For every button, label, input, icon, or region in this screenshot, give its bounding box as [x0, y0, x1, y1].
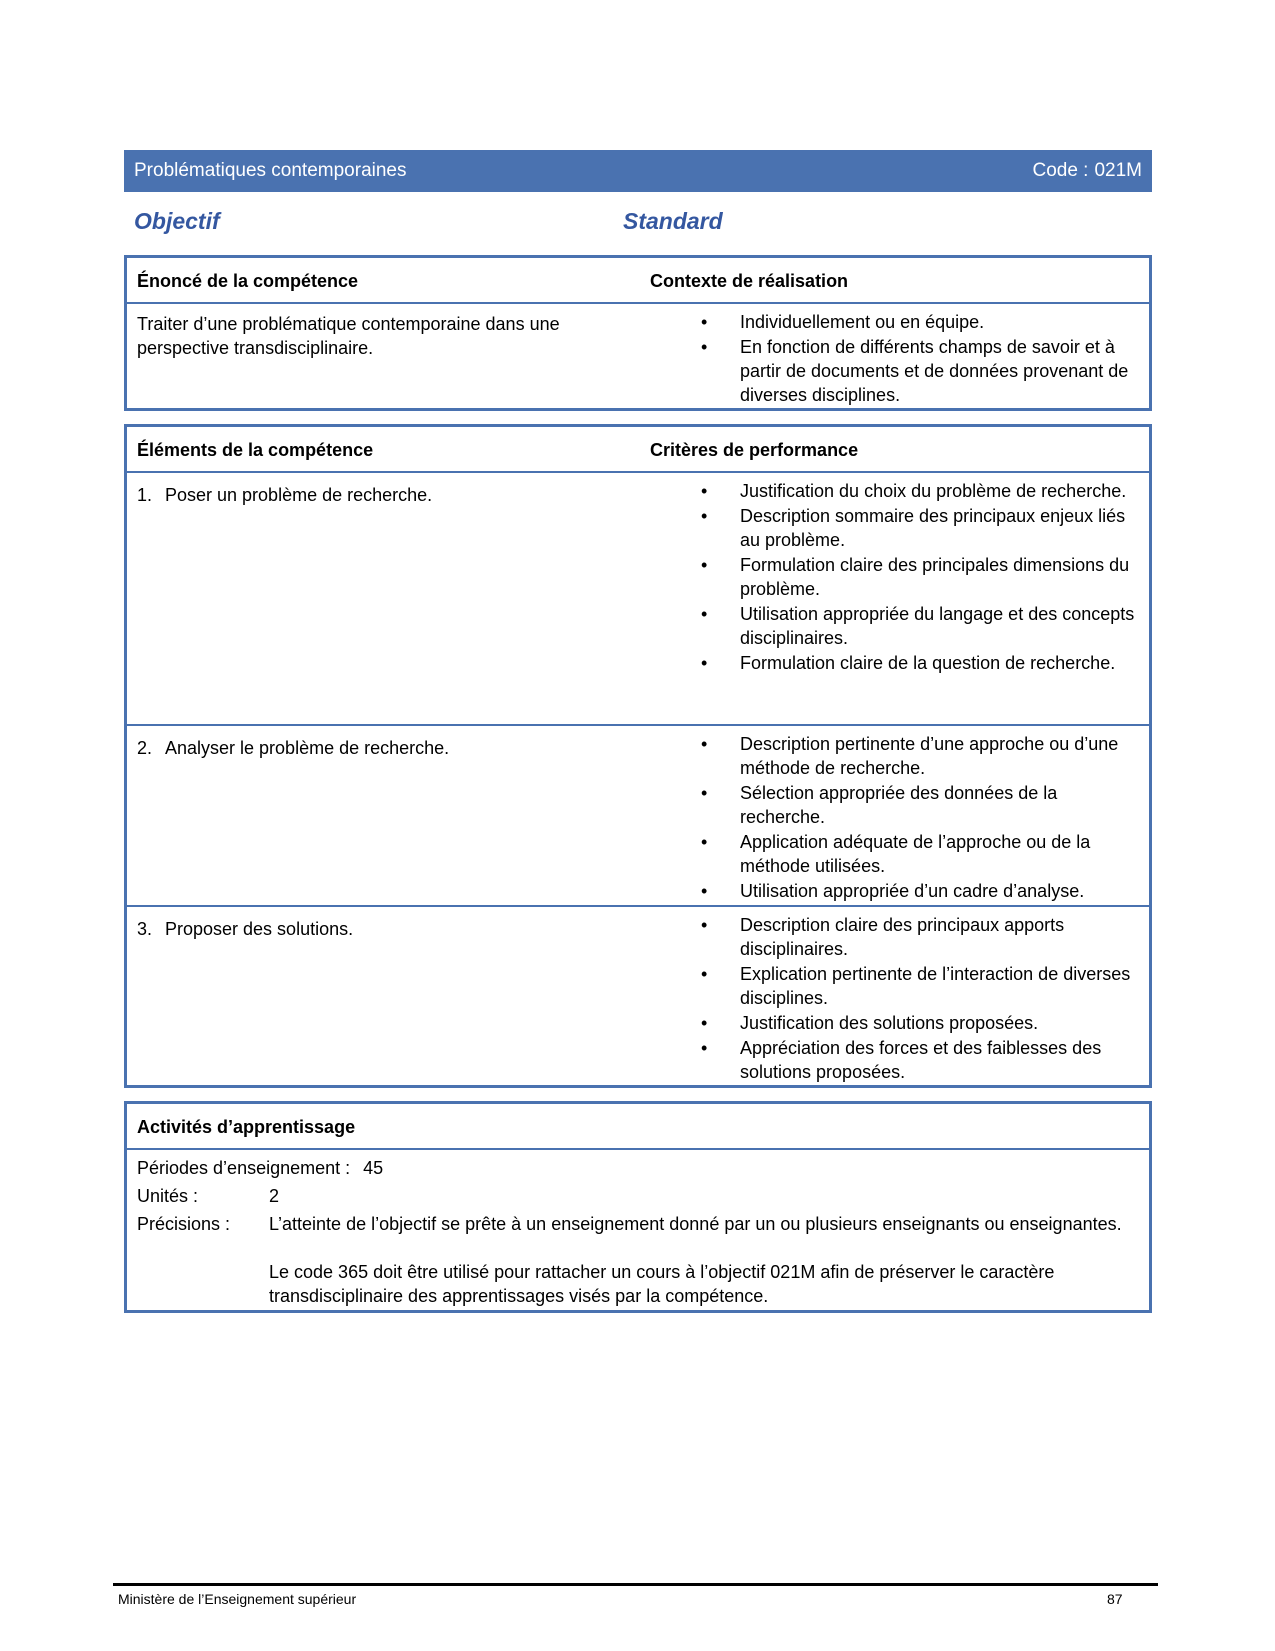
contexte-heading: Contexte de réalisation: [650, 271, 849, 291]
list-item: • Individuellement ou en équipe.: [667, 310, 1137, 334]
activites-header: [127, 1104, 1149, 1150]
list-item: • Description sommaire des principaux enjeux liés au problème.: [667, 504, 1137, 552]
precisions-text-2: Le code 365 doit être utilisé pour rattacher un cours à l’objectif 021M afin de préserver le caractère transdisciplinaire des apprentissages visés par la compétence.: [269, 1262, 1055, 1306]
objectif-heading: Objectif: [134, 208, 220, 234]
competence-box: [124, 255, 1152, 411]
list-item: • Application adéquate de l’approche ou de la méthode utilisées.: [667, 830, 1137, 878]
header-bar: [124, 150, 1152, 192]
criteria-list: [667, 726, 1137, 904]
periodes-line: [137, 1156, 383, 1180]
element-label: 3. Proposer des solutions.: [137, 919, 354, 939]
competence-header: [127, 258, 1149, 304]
element-label: 2. Analyser le problème de recherche.: [137, 738, 450, 758]
list-item: • Formulation claire de la question de recherche.: [667, 651, 1137, 675]
list-item: • Description pertinente d’une approche ou d’une méthode de recherche.: [667, 732, 1137, 780]
activites-box: [124, 1101, 1152, 1313]
element-row-3: [127, 907, 1149, 1087]
competence-row: [127, 304, 1149, 408]
criteres-heading: Critères de performance: [650, 440, 859, 460]
list-item: • Description claire des principaux apports disciplinaires.: [667, 913, 1137, 961]
code-group: [1032, 160, 1142, 182]
precisions-text-1: L’atteinte de l’objectif se prête à un enseignement donné par un ou plusieurs enseignants ou enseignantes.: [269, 1214, 1122, 1234]
list-item: • Utilisation appropriée du langage et des concepts disciplinaires.: [667, 602, 1137, 650]
list-item: • Justification du choix du problème de recherche.: [667, 479, 1137, 503]
code-label: Code :: [1032, 160, 1089, 181]
unites-label: Unités :: [137, 1186, 199, 1206]
element-row-2: [127, 726, 1149, 907]
page-number: 87: [1107, 1591, 1123, 1607]
list-item: • Formulation claire des principales dimensions du problème.: [667, 553, 1137, 601]
code-value: 021M: [1094, 160, 1142, 181]
list-item: • Appréciation des forces et des faiblesses des solutions proposées.: [667, 1036, 1137, 1084]
element-label: 1. Poser un problème de recherche.: [137, 485, 433, 505]
list-item: • En fonction de différents champs de savoir et à partir de documents et de données provenant de diverses disciplines.: [667, 335, 1137, 407]
criteria-list: [667, 907, 1137, 1085]
footer-ministry: Ministère de l’Enseignement supérieur: [118, 1591, 357, 1607]
activites-heading: Activités d’apprentissage: [137, 1117, 356, 1137]
list-item: • Utilisation appropriée d’un cadre d’analyse.: [667, 879, 1137, 903]
elements-header: [127, 427, 1149, 473]
list-item: • Explication pertinente de l’interaction de diverses disciplines.: [667, 962, 1137, 1010]
elements-heading: Éléments de la compétence: [137, 440, 374, 460]
elements-box: [124, 424, 1152, 1088]
periodes-label: Périodes d’enseignement :: [137, 1158, 351, 1178]
contexte-list: [667, 304, 1137, 408]
unites-line: [137, 1184, 279, 1208]
footer-rule: [113, 1583, 1158, 1586]
activites-row: [127, 1150, 1149, 1312]
list-item: • Justification des solutions proposées.: [667, 1011, 1137, 1035]
periodes-value: 45: [363, 1158, 384, 1178]
page-title: Problématiques contemporaines: [134, 160, 407, 181]
element-row-1: [127, 473, 1149, 726]
enonce-heading: Énoncé de la compétence: [137, 271, 359, 291]
enonce-text: Traiter d’une problématique contemporaine dans une perspective transdisciplinaire.: [137, 314, 560, 358]
precisions-label: Précisions :: [137, 1214, 231, 1234]
criteria-list: [667, 473, 1137, 676]
list-item: • Sélection appropriée des données de la recherche.: [667, 781, 1137, 829]
standard-heading: Standard: [623, 208, 723, 234]
unites-value: 2: [269, 1186, 280, 1206]
